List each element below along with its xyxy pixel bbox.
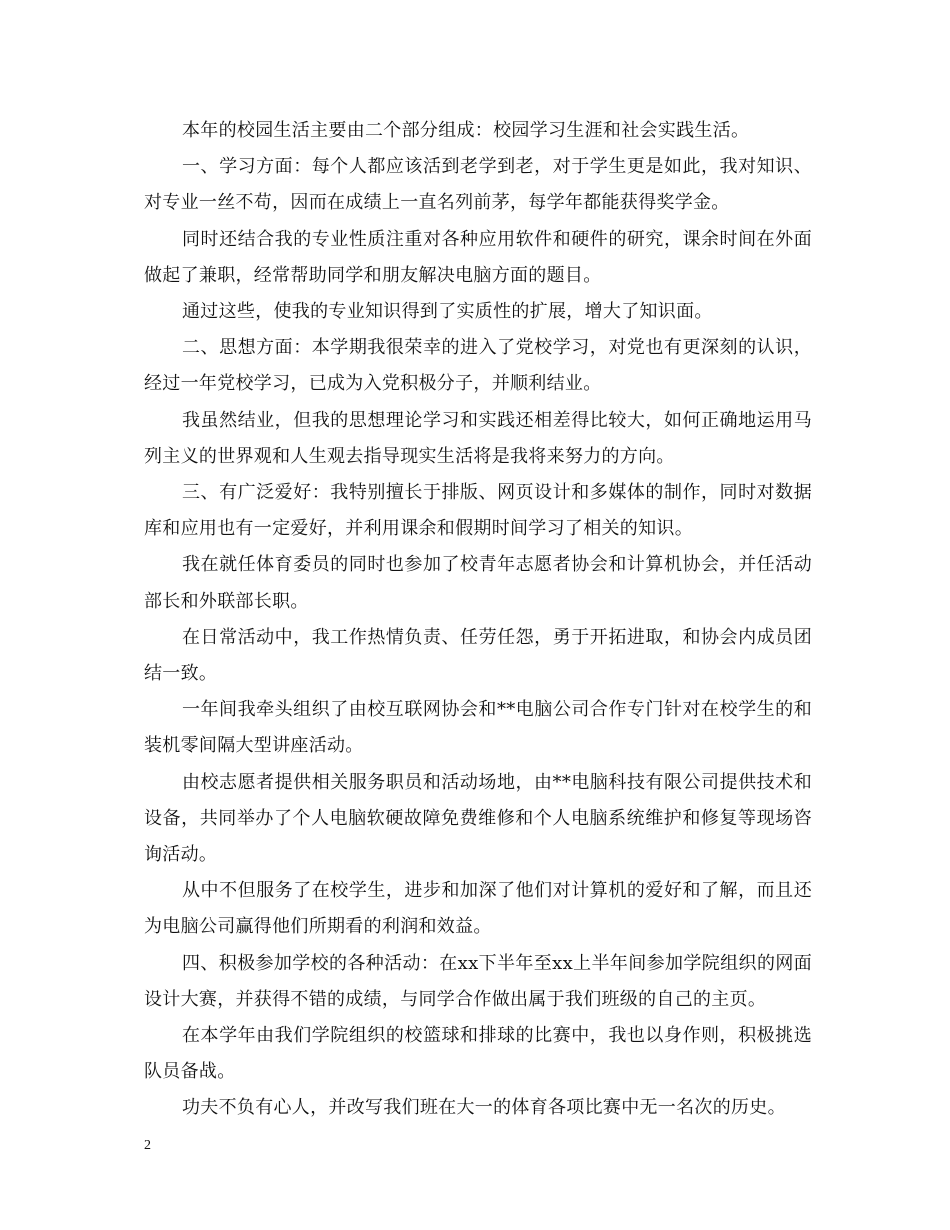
paragraph-15: 功夫不负有心人，并改写我们班在大一的体育各项比赛中无一名次的历史。 xyxy=(182,1097,786,1119)
paragraph-12: 从中不但服务了在校学生，进步和加深了他们对计算机的爱好和了解，而且还为电脑公司赢得他们所期看的利润和效益。 xyxy=(144,880,812,938)
paragraph-2: 一、学习方面：每个人都应该活到老学到老，对于学生更是如此，我对知识、对专业一丝不苟，因而在成绩上一直名列前茅，每学年都能获得奖学金。 xyxy=(144,156,812,214)
paragraph-8: 我在就任体育委员的同时也参加了校青年志愿者协会和计算机协会，并任活动部长和外联部长职。 xyxy=(144,554,812,612)
paragraph-7: 三、有广泛爱好：我特别擅长于排版、网页设计和多媒体的制作，同时对数据库和应用也有一定爱好，并利用课余和假期时间学习了相关的知识。 xyxy=(144,482,812,540)
paragraph-11: 由校志愿者提供相关服务职员和活动场地，由**电脑科技有限公司提供技术和设备，共同举办了个人电脑软硬故障免费维修和个人电脑系统维护和修复等现场咨询活动。 xyxy=(144,771,812,866)
paragraph-6: 我虽然结业，但我的思想理论学习和实践还相差得比较大，如何正确地运用马列主义的世界观和人生观去指导现实生活将是我将来努力的方向。 xyxy=(144,409,812,467)
paragraph-14: 在本学年由我们学院组织的校篮球和排球的比赛中，我也以身作则，积极挑选队员备战。 xyxy=(144,1025,812,1083)
document-body xyxy=(144,113,812,1127)
paragraph-4: 通过这些，使我的专业知识得到了实质性的扩展，增大了知识面。 xyxy=(182,301,713,323)
paragraph-3: 同时还结合我的专业性质注重对各种应用软件和硬件的研究，课余时间在外面做起了兼职，经常帮助同学和朋友解决电脑方面的题目。 xyxy=(144,228,812,286)
page-number: 2 xyxy=(144,1138,151,1153)
paragraph-9: 在日常活动中，我工作热情负责、任劳任怨，勇于开拓进取，和协会内成员团结一致。 xyxy=(144,626,812,685)
paragraph-5: 二、思想方面：本学期我很荣幸的进入了党校学习，对党也有更深刻的认识，经过一年党校学习，已成为入党积极分子，并顺利结业。 xyxy=(144,337,812,395)
paragraph-13: 四、积极参加学校的各种活动：在xx下半年至xx上半年间参加学院组织的网面设计大赛，并获得不错的成绩，与同学合作做出属于我们班级的自己的主页。 xyxy=(144,952,812,1010)
paragraph-10: 一年间我牵头组织了由校互联网协会和**电脑公司合作专门针对在校学生的和装机零间隔大型讲座活动。 xyxy=(144,699,812,757)
paragraph-1: 本年的校园生活主要由二个部分组成：校园学习生涯和社会实践生活。 xyxy=(182,120,750,141)
